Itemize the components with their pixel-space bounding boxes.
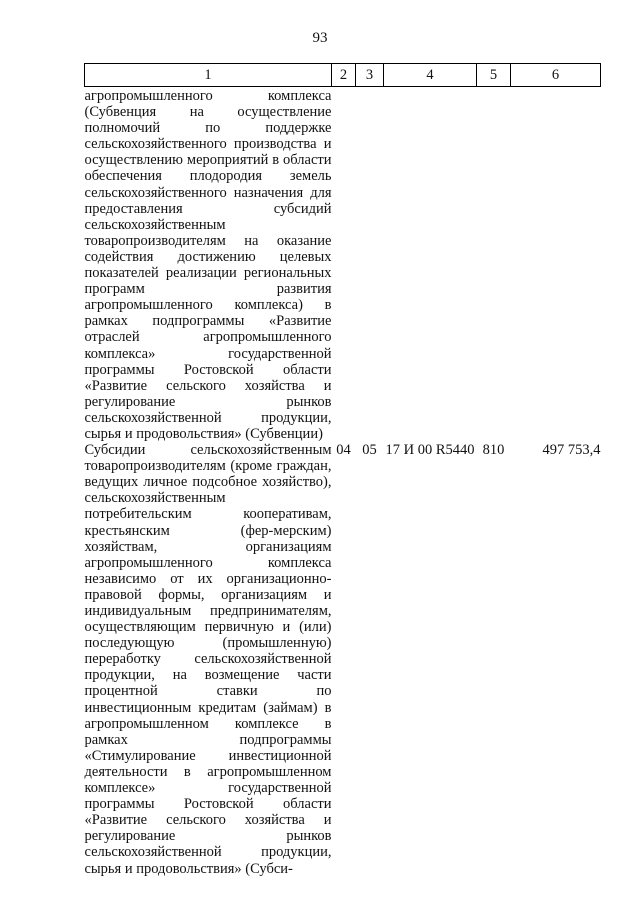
header-col-5: 5	[477, 64, 511, 87]
header-col-6: 6	[511, 64, 601, 87]
row-subsection	[356, 87, 384, 443]
row-amount	[511, 87, 601, 443]
row-section: 04	[336, 442, 351, 459]
row-subsection: 05	[362, 442, 377, 459]
row-target-article	[384, 87, 477, 443]
row-expense-type: 810	[482, 442, 505, 459]
row-amount: 497 753,4	[542, 442, 601, 459]
row-section	[332, 87, 356, 443]
table-header	[85, 64, 601, 87]
table-row	[85, 87, 601, 443]
row-description: агропромышленного комплекса (Субвенция на осуществление полномочий по поддержке сельскохозяйственного производства и осуществлению мероприятий в области обеспечения плодородия земель сельскохозяйственного назначения для предоставления субсидий сельскохозяйственным товаропроизводителям на оказание содействия достижению целевых показателей реализации региональных программ развития агропромышленного комплекса) в рамках подпрограммы «Развитие отраслей агропромышленного комплекса» государственной программы Ростовской области «Развитие сельского хозяйства и регулирование рынков сельскохозяйственной продукции, сырья и продовольствия» (Субвенции)	[84, 88, 332, 442]
header-col-4: 4	[384, 64, 477, 87]
header-row	[85, 64, 601, 87]
row-target-article: 17 И 00 R5440	[385, 442, 475, 459]
header-col-3: 3	[356, 64, 384, 87]
row-expense-type	[477, 87, 511, 443]
row-description: Субсидии сельскохозяйственным товаропроизводителям (кроме граждан, ведущих личное подсобное хозяйство), сельскохозяйственным потребительским кооперативам, крестьянским (фер-мерским) хозяйствам, организациям агропромышленного комплекса независимо от их организационно-правовой формы, организациям и индивидуальным предпринимателям, осуществляющим первичную и (или) последующую (промышленную) переработку сельскохозяйственной продукции, на возмещение части процентной ставки по инвестиционным кредитам (займам) в агропромышленном комплексе в рамках подпрограммы «Стимулирование инвестиционной деятельности в агропромышленном комплексе» государственной программы Ростовской области «Развитие сельского хозяйства и регулирование рынков сельскохозяйственной продукции, сырья и продовольствия» (Субси-	[84, 442, 332, 877]
budget-table	[84, 63, 601, 877]
table-body	[85, 87, 601, 877]
page-number: 93	[312, 30, 328, 46]
table-row	[85, 442, 601, 877]
header-col-1: 1	[85, 64, 332, 87]
header-col-2: 2	[332, 64, 356, 87]
